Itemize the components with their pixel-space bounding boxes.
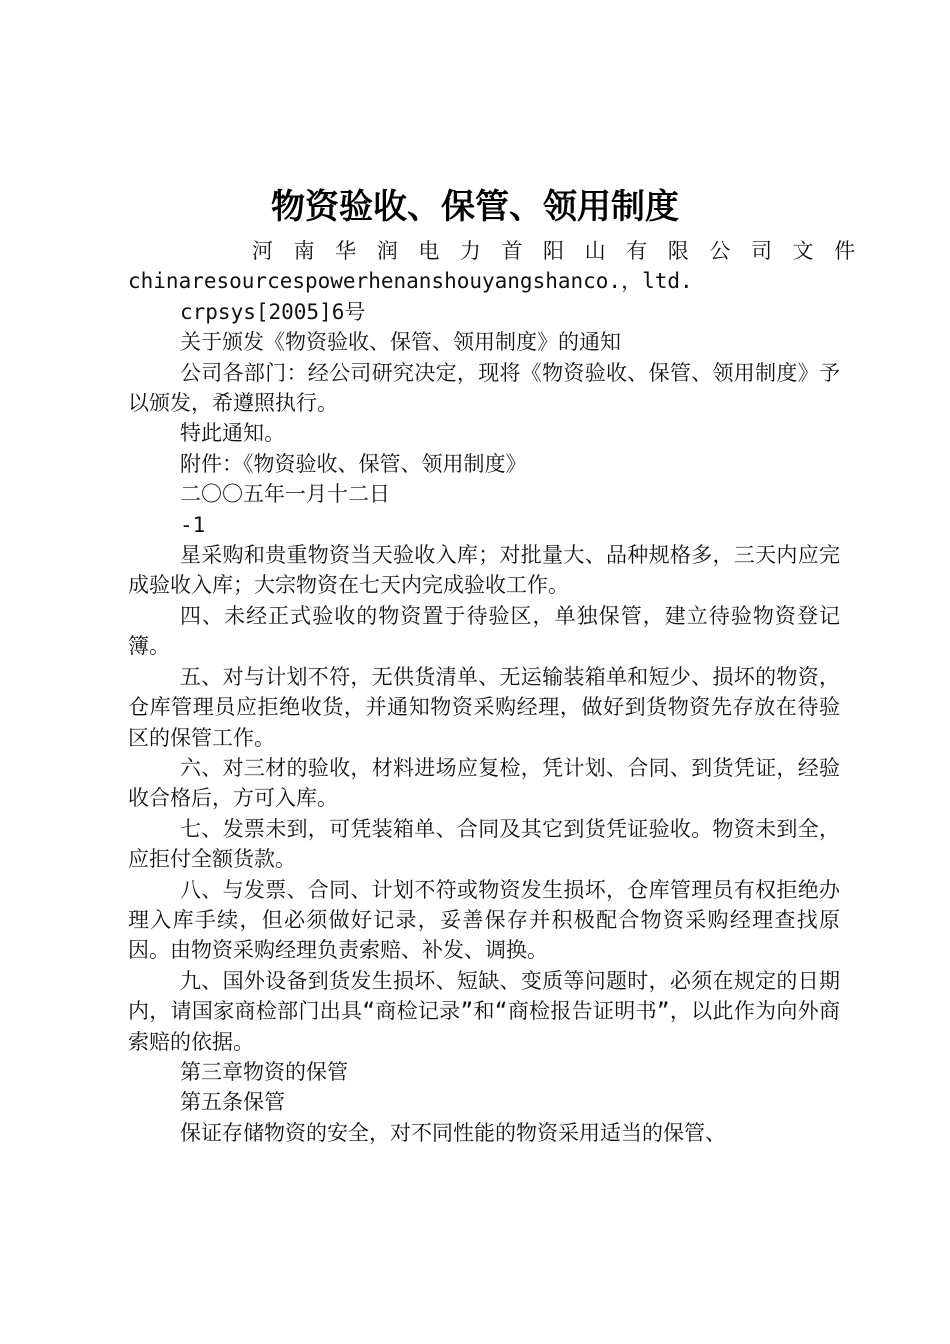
paragraph: 七、发票未到，可凭装箱单、合同及其它到货凭证验收。物资未到全，应拒付全额货款。	[128, 816, 840, 872]
document-date: 二〇〇五年一月十二日	[180, 482, 390, 507]
article-heading: 第五条保管	[180, 1090, 285, 1115]
notice-body: 公司各部门：经公司研究决定，现将《物资验收、保管、领用制度》予以颁发，希遵照执行。	[128, 360, 840, 416]
header-line: 河南华润电力首阳山有限公司文件	[252, 239, 876, 263]
paragraph: 星采购和贵重物资当天验收入库；对批量大、品种规格多，三天内应完成验收入库；大宗物资在七天内完成验收工作。	[128, 543, 840, 598]
paragraph: 六、对三材的验收，材料进场应复检，凭计划、合同、到货凭证，经验收合格后，方可入库。	[128, 755, 840, 811]
page-marker: -1	[180, 512, 206, 537]
notice-end: 特此通知。	[180, 421, 285, 446]
notice-title: 关于颁发《物资验收、保管、领用制度》的通知	[180, 330, 621, 355]
document-number: crpsys[2005]6号	[180, 299, 366, 324]
paragraph: 五、对与计划不符，无供货清单、无运输装箱单和短少、损坏的物资，仓库管理员应拒绝收货，并通知物资采购经理，做好到货物资先存放在待验区的保管工作。	[128, 664, 840, 750]
paragraph: 四、未经正式验收的物资置于待验区，单独保管，建立待验物资登记簿。	[128, 603, 840, 659]
company-english-name: chinaresourcespowerhenanshouyangshanco.，ltd.	[128, 269, 693, 294]
document-title: 物资验收、保管、领用制度	[271, 187, 679, 227]
document-body	[128, 236, 876, 1148]
paragraph: 保证存储物资的安全，对不同性能的物资采用适当的保管、	[180, 1120, 726, 1145]
paragraph: 九、国外设备到货发生损坏、短缺、变质等问题时，必须在规定的日期内，请国家商检部门出具“商检记录”和“商检报告证明书”，以此作为向外商索赔的依据。	[128, 968, 840, 1054]
chapter-heading: 第三章物资的保管	[180, 1059, 348, 1084]
attachment-line: 附件：《物资验收、保管、领用制度》	[180, 451, 527, 476]
paragraph: 八、与发票、合同、计划不符或物资发生损坏，仓库管理员有权拒绝办理入库手续，但必须做好记录，妥善保存并积极配合物资采购经理查找原因。由物资采购经理负责索赔、补发、调换。	[128, 877, 840, 963]
